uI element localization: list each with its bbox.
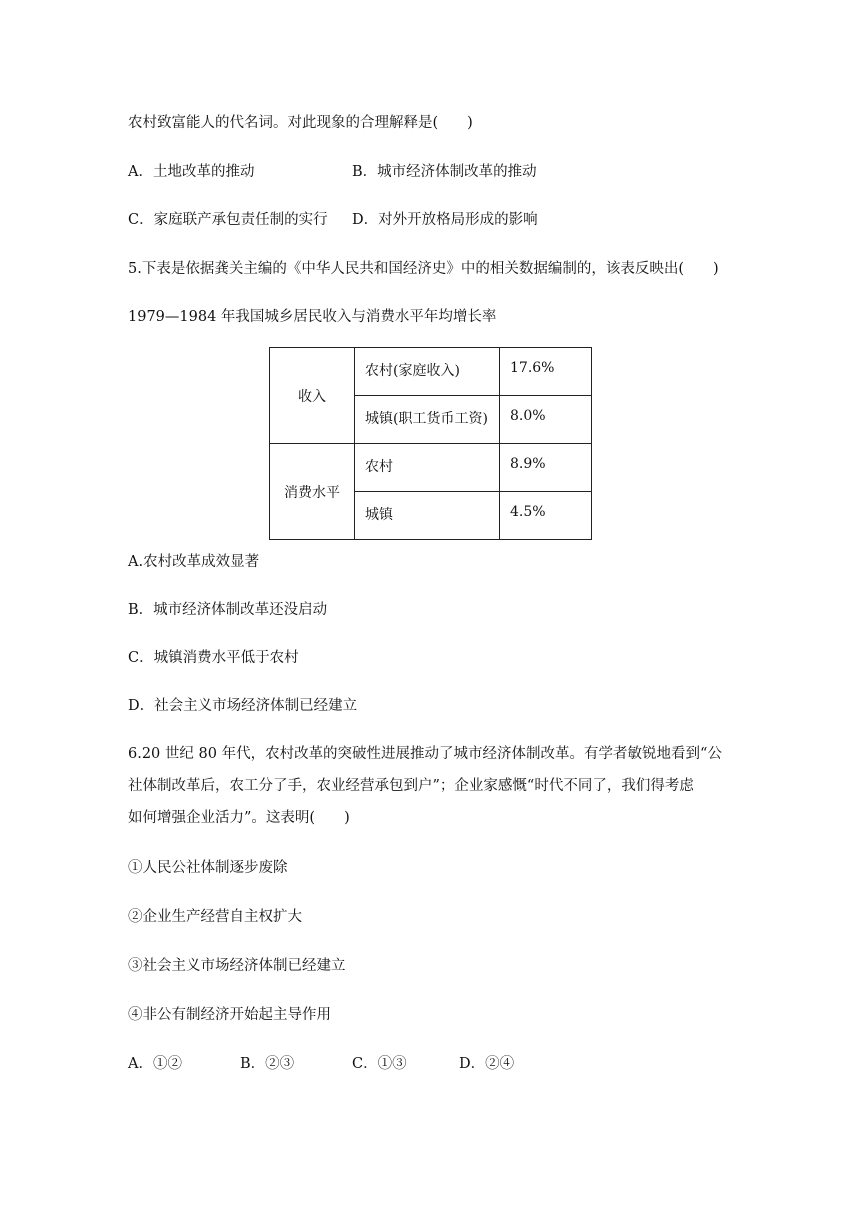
table-cell-item: 城镇(职工货币工资) [355,396,500,444]
table-cell-value: 8.9% [500,444,592,492]
q6-item-4: ④非公有制经济开始起主导作用 [128,1007,331,1023]
table-cell-item: 农村 [355,444,500,492]
table-row [270,444,592,492]
row-group-consumption: 消费水平 [270,444,355,540]
q4-stem-tail: 农村致富能人的代名词。对此现象的合理解释是( ) [128,115,473,131]
q6-item-2: ②企业生产经营自主权扩大 [128,909,302,925]
table-cell-item: 城镇 [355,492,500,540]
q6-option-a: A．①② [128,1056,182,1072]
q4-option-b: B．城市经济体制改革的推动 [352,164,537,180]
table-cell-value: 4.5% [500,492,592,540]
q5-option-d: D．社会主义市场经济体制已经建立 [128,698,358,714]
table-cell-value: 8.0% [500,396,592,444]
q6-stem-line-3: 如何增强企业活力”。这表明( ) [128,810,350,826]
q6-option-c: C．①③ [352,1056,407,1072]
q4-option-d: D．对外开放格局形成的影响 [352,212,538,228]
q4-option-a: A．土地改革的推动 [128,164,255,180]
table-cell-value: 17.6% [500,348,592,396]
table-row [270,348,592,396]
table-cell-item: 农村(家庭收入) [355,348,500,396]
q6-stem-line-1: 6.20 世纪 80 年代，农村改革的突破性进展推动了城市经济体制改革。有学者敏锐地看到“公 [128,746,722,762]
q5-option-a: A.农村改革成效显著 [128,554,260,570]
q5-stem: 5.下表是依据龚关主编的《中华人民共和国经济史》中的相关数据编制的，该表反映出( ) [128,261,719,277]
q5-option-c: C．城镇消费水平低于农村 [128,650,299,666]
income-consumption-table [269,347,592,540]
q6-option-d: D．②④ [459,1056,515,1072]
q5-option-b: B．城市经济体制改革还没启动 [128,602,328,618]
q5-table-title: 1979—1984 年我国城乡居民收入与消费水平年均增长率 [128,309,497,325]
q6-item-1: ①人民公社体制逐步废除 [128,860,288,876]
q6-stem-line-2: 社体制改革后，农工分了手，农业经营承包到户”；企业家感慨“时代不同了，我们得考虑 [128,778,694,794]
q6-option-b: B．②③ [240,1056,295,1072]
q6-item-3: ③社会主义市场经济体制已经建立 [128,958,346,974]
q4-option-c: C．家庭联产承包责任制的实行 [128,212,328,228]
row-group-income: 收入 [270,348,355,444]
